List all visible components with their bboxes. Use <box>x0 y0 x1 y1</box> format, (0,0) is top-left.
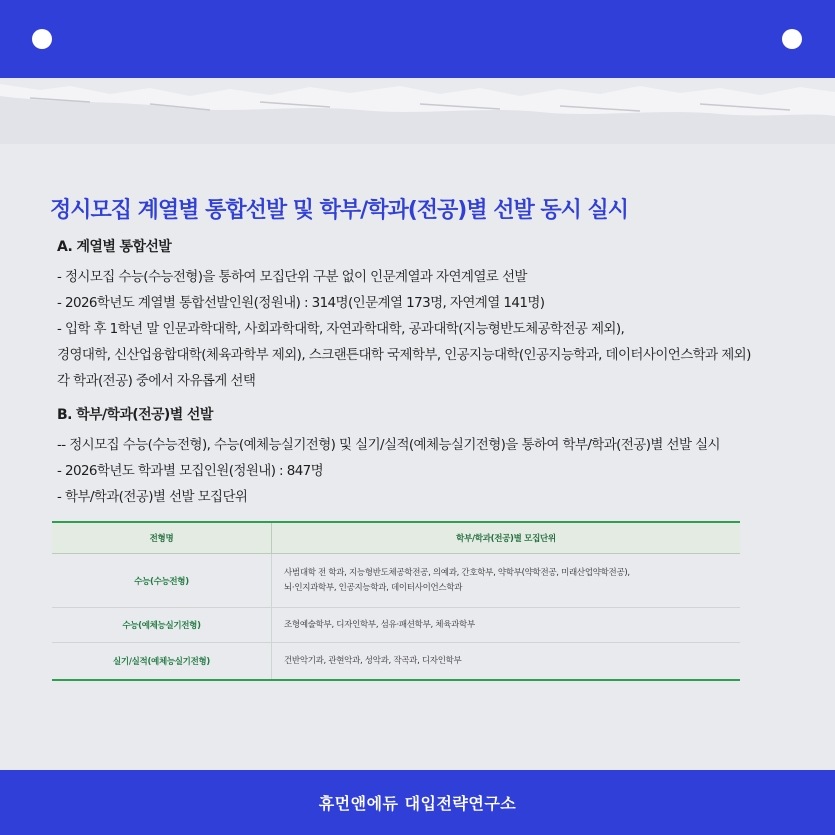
section-a-line: - 입학 후 1학년 말 인문과학대학, 사회과학대학, 자연과학대학, 공과대학(지능형반도체공학전공 제외), <box>57 321 625 337</box>
table-cell-type: 실기/실적(예체능실기전형) <box>52 643 272 681</box>
table-cell-type: 수능(수능전형) <box>52 554 272 608</box>
table-row <box>52 643 740 681</box>
binder-hole-right <box>782 29 802 49</box>
table-row <box>52 554 740 608</box>
section-a-line: - 2026학년도 계열별 통합선발인원(정원내) : 314명(인문계열 173명, 자연계열 141명) <box>57 295 545 311</box>
section-a-line: 경영대학, 신산업융합대학(체육과학부 제외), 스크랜튼대학 국제학부, 인공지능대학(인공지능학과, 데이터사이언스학과 제외) <box>57 347 751 363</box>
section-b-heading: B. 학부/학과(전공)별 선발 <box>57 407 213 423</box>
recruitment-table <box>52 521 740 681</box>
table-header-type: 전형명 <box>52 522 272 554</box>
units-line: 사범대학 전 학과, 지능형반도체공학전공, 의예과, 간호학부, 약학부(약학전공, 미래산업약학전공), <box>284 567 630 578</box>
table-header-row <box>52 522 740 554</box>
table-row <box>52 608 740 643</box>
table-cell-units: 조형예술학부, 디자인학부, 섬유·패션학부, 체육과학부 <box>272 608 741 643</box>
table-cell-units: 건반악기과, 관현악과, 성악과, 작곡과, 디자인학부 <box>272 643 741 681</box>
binder-hole-left <box>32 29 52 49</box>
section-a-heading: A. 계열별 통합선발 <box>57 239 172 255</box>
section-b-line: - 2026학년도 학과별 모집인원(정원내) : 847명 <box>57 463 324 479</box>
content-body <box>57 234 827 510</box>
page-title: 정시모집 계열별 통합선발 및 학부/학과(전공)별 선발 동시 실시 <box>50 198 629 223</box>
section-a-line: 각 학과(전공) 중에서 자유롭게 선택 <box>57 373 256 389</box>
section-b-line: -- 정시모집 수능(수능전형), 수능(예체능실기전형) 및 실기/실적(예체능실기전형)을 통하여 학부/학과(전공)별 선발 실시 <box>57 437 720 453</box>
footer-brand: 휴먼앤에듀 대입전략연구소 <box>318 794 517 813</box>
section-b-line: - 학부/학과(전공)별 선발 모집단위 <box>57 489 248 505</box>
units-line: 뇌·인지과학부, 인공지능학과, 데이터사이언스학과 <box>284 582 463 593</box>
section-a-line: - 정시모집 수능(수능전형)을 통하여 모집단위 구분 없이 인문계열과 자연계열로 선발 <box>57 269 527 285</box>
table-cell-units <box>272 554 741 608</box>
table-header-units: 학부/학과(전공)별 모집단위 <box>272 522 741 554</box>
top-banner <box>0 0 835 78</box>
table-cell-type: 수능(예체능실기전형) <box>52 608 272 643</box>
